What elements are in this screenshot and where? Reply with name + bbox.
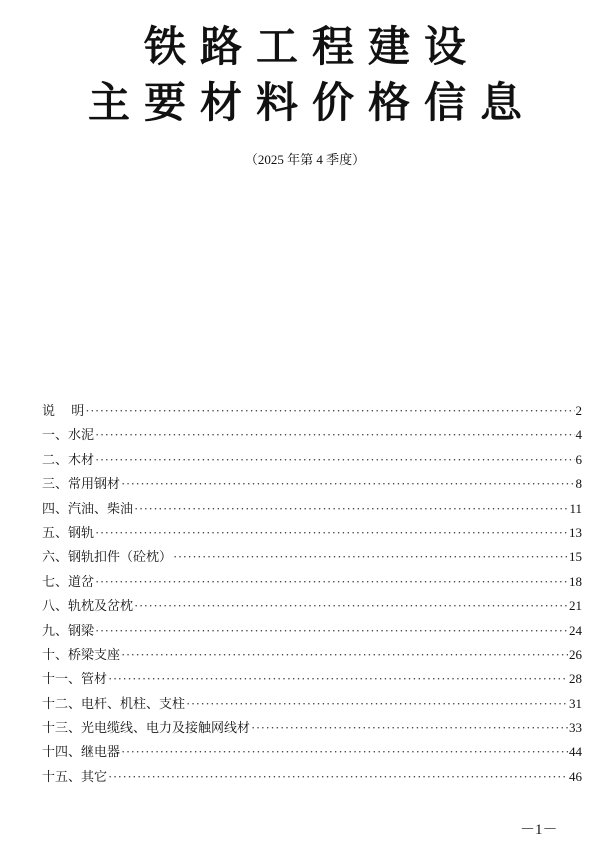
toc-entry[interactable] bbox=[42, 595, 582, 619]
toc-entry-label: 二、木材 bbox=[42, 451, 95, 467]
toc-leader-dots bbox=[121, 744, 568, 760]
toc-entry-page: 18 bbox=[569, 573, 582, 589]
toc-entry-page: 44 bbox=[569, 744, 582, 760]
toc-entry-page: 28 bbox=[569, 671, 582, 687]
toc-leader-dots bbox=[95, 525, 568, 541]
toc-entry-page: 2 bbox=[575, 403, 582, 418]
toc-entry[interactable] bbox=[42, 766, 582, 790]
toc-entry[interactable] bbox=[42, 400, 582, 424]
toc-entry-label: 三、常用钢材 bbox=[42, 476, 121, 492]
toc-entry[interactable] bbox=[42, 546, 582, 570]
toc-entry[interactable] bbox=[42, 473, 582, 497]
toc-leader-dots bbox=[108, 671, 568, 687]
toc-entry[interactable] bbox=[42, 498, 582, 522]
toc-entry[interactable] bbox=[42, 620, 582, 644]
toc-leader-dots bbox=[186, 696, 568, 712]
toc-leader-dots bbox=[95, 452, 574, 468]
toc-leader-dots bbox=[121, 476, 574, 492]
toc-entry[interactable] bbox=[42, 522, 582, 546]
toc-entry-label: 十四、继电器 bbox=[42, 744, 121, 760]
toc-leader-dots bbox=[108, 769, 568, 785]
toc-entry-label: 十五、其它 bbox=[42, 768, 108, 784]
toc-entry[interactable] bbox=[42, 449, 582, 473]
toc-leader-dots bbox=[95, 574, 568, 590]
toc-entry-page: 46 bbox=[569, 768, 582, 784]
toc-entry-label: 十一、管材 bbox=[42, 671, 108, 687]
toc-entry-page: 26 bbox=[569, 646, 582, 662]
table-of-contents bbox=[42, 400, 582, 790]
toc-leader-dots bbox=[85, 403, 574, 419]
toc-entry-label: 六、钢轨扣件（砼枕） bbox=[42, 549, 173, 565]
toc-entry[interactable] bbox=[42, 741, 582, 765]
toc-entry-label: 十二、电杆、机柱、支柱 bbox=[42, 695, 186, 711]
title-line-1: 铁路工程建设 bbox=[143, 22, 480, 71]
toc-entry-page: 21 bbox=[569, 598, 582, 614]
toc-entry-label: 一、水泥 bbox=[42, 427, 95, 443]
toc-entry-label: 五、钢轨 bbox=[42, 524, 95, 540]
toc-entry-page: 24 bbox=[569, 622, 582, 638]
toc-leader-dots bbox=[173, 549, 568, 565]
toc-leader-dots bbox=[134, 598, 568, 614]
subtitle: （2025 年第 4 季度） bbox=[244, 152, 366, 167]
toc-entry[interactable] bbox=[42, 644, 582, 668]
toc-entry-page: 31 bbox=[569, 695, 582, 711]
toc-entry-page: 8 bbox=[575, 476, 582, 492]
toc-entry[interactable] bbox=[42, 717, 582, 741]
toc-entry-page: 33 bbox=[569, 720, 582, 736]
toc-entry-page: 15 bbox=[569, 549, 582, 565]
toc-entry-label: 八、轨枕及岔枕 bbox=[42, 598, 134, 614]
toc-entry[interactable] bbox=[42, 571, 582, 595]
toc-leader-dots bbox=[251, 720, 568, 736]
toc-leader-dots bbox=[121, 647, 568, 663]
toc-entry[interactable] bbox=[42, 668, 582, 692]
toc-entry[interactable] bbox=[42, 693, 582, 717]
toc-entry-label: 十三、光电缆线、电力及接触网线材 bbox=[42, 720, 251, 736]
toc-entry-page: 13 bbox=[569, 524, 582, 540]
toc-leader-dots bbox=[95, 623, 568, 639]
toc-entry-label: 十、桥梁支座 bbox=[42, 646, 121, 662]
toc-entry-label: 七、道岔 bbox=[42, 573, 95, 589]
toc-entry-page: 11 bbox=[569, 500, 582, 516]
toc-entry[interactable] bbox=[42, 424, 582, 448]
toc-leader-dots bbox=[95, 427, 574, 443]
toc-leader-dots bbox=[134, 501, 568, 517]
toc-entry-label: 四、汽油、柴油 bbox=[42, 500, 134, 516]
page-number: －1－ bbox=[520, 822, 558, 838]
toc-entry-page: 4 bbox=[575, 427, 582, 443]
toc-entry-page: 6 bbox=[575, 451, 582, 467]
toc-entry-label: 九、钢梁 bbox=[42, 622, 95, 638]
toc-entry-label: 说 明 bbox=[42, 403, 85, 418]
title-line-2: 主要材料价格信息 bbox=[87, 78, 536, 127]
